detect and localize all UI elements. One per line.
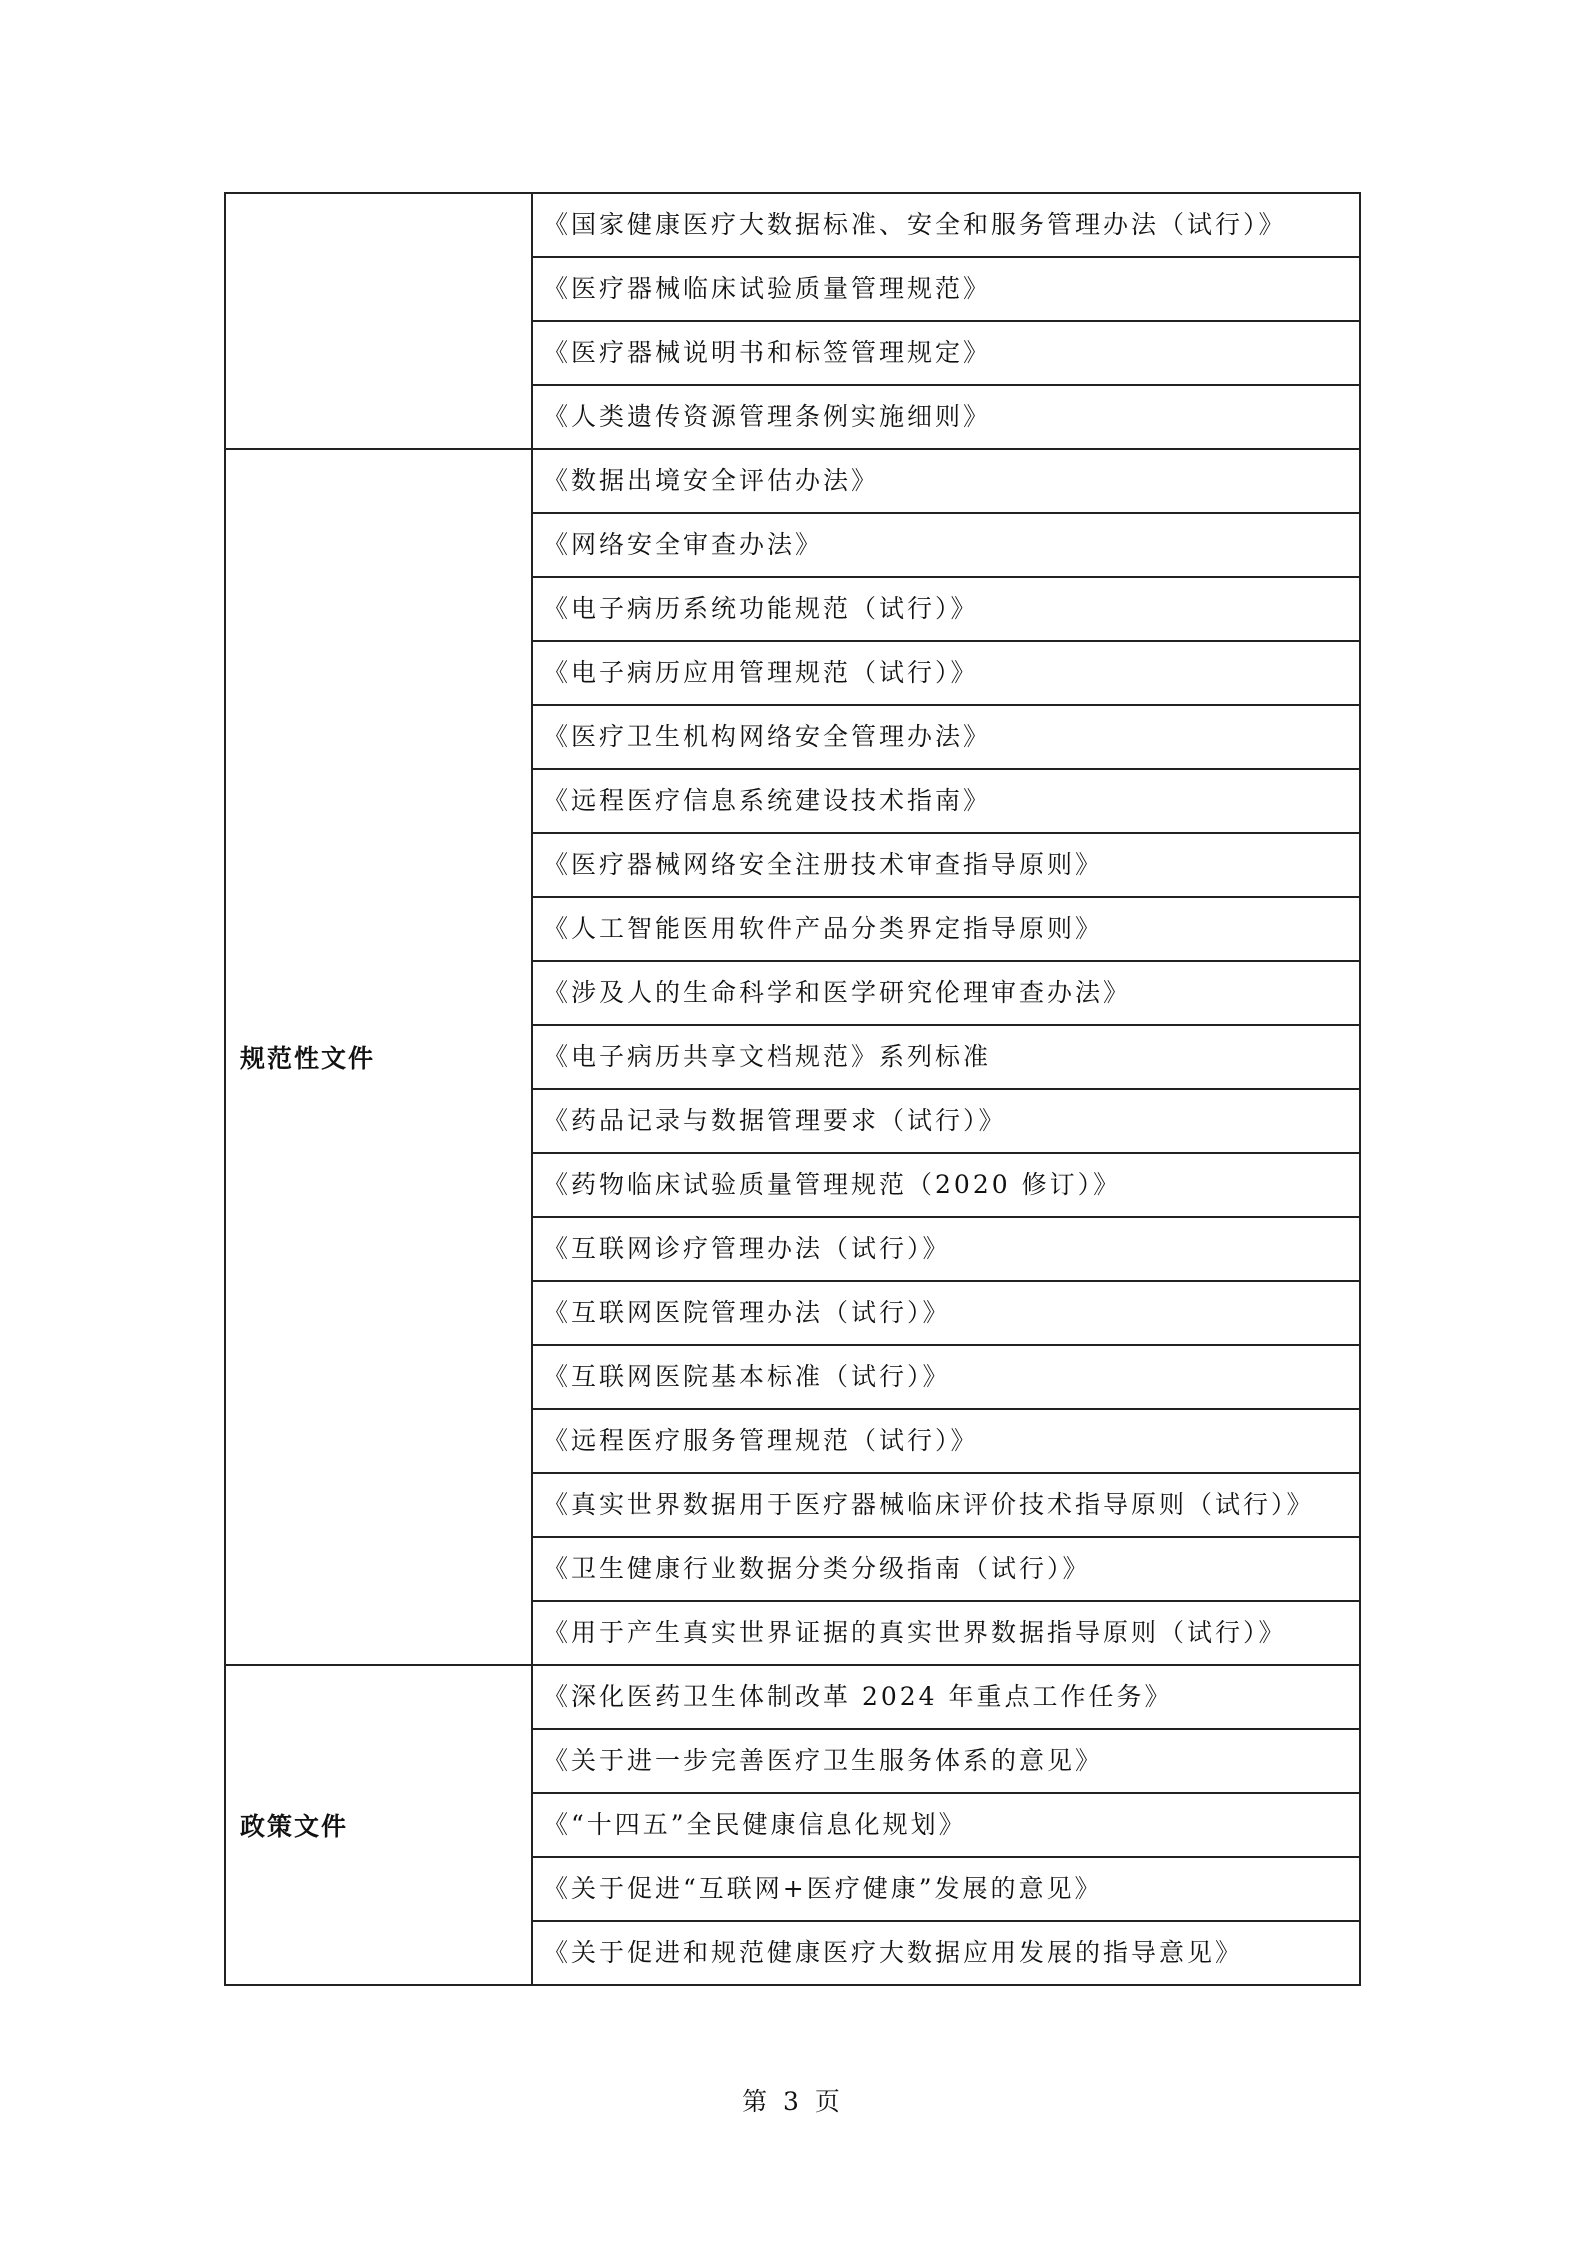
document-title-cell: 《深化医药卫生体制改革 2024 年重点工作任务》 xyxy=(532,1665,1360,1729)
document-title-cell: 《药物临床试验质量管理规范（2020 修订）》 xyxy=(532,1153,1360,1217)
document-title-cell: 《医疗器械网络安全注册技术审查指导原则》 xyxy=(532,833,1360,897)
table-row xyxy=(225,193,1360,257)
document-title-cell: 《电子病历系统功能规范（试行）》 xyxy=(532,577,1360,641)
document-title-cell: 《关于进一步完善医疗卫生服务体系的意见》 xyxy=(532,1729,1360,1793)
document-table xyxy=(224,192,1361,1986)
document-title-cell: 《数据出境安全评估办法》 xyxy=(532,449,1360,513)
document-title-cell: 《电子病历应用管理规范（试行）》 xyxy=(532,641,1360,705)
document-title-cell: 《关于促进“互联网+医疗健康”发展的意见》 xyxy=(532,1857,1360,1921)
document-title-cell: 《卫生健康行业数据分类分级指南（试行）》 xyxy=(532,1537,1360,1601)
document-title-cell: 《医疗器械说明书和标签管理规定》 xyxy=(532,321,1360,385)
document-title-cell: 《电子病历共享文档规范》系列标准 xyxy=(532,1025,1360,1089)
document-title-cell: 《互联网诊疗管理办法（试行）》 xyxy=(532,1217,1360,1281)
document-title-cell: 《网络安全审查办法》 xyxy=(532,513,1360,577)
document-title-cell: 《用于产生真实世界证据的真实世界数据指导原则（试行）》 xyxy=(532,1601,1360,1665)
document-title-cell: 《“十四五”全民健康信息化规划》 xyxy=(532,1793,1360,1857)
document-title-cell: 《真实世界数据用于医疗器械临床评价技术指导原则（试行）》 xyxy=(532,1473,1360,1537)
table-row xyxy=(225,449,1360,513)
document-title-cell: 《远程医疗服务管理规范（试行）》 xyxy=(532,1409,1360,1473)
document-title-cell: 《关于促进和规范健康医疗大数据应用发展的指导意见》 xyxy=(532,1921,1360,1985)
document-title-cell: 《人类遗传资源管理条例实施细则》 xyxy=(532,385,1360,449)
document-title-cell: 《国家健康医疗大数据标准、安全和服务管理办法（试行）》 xyxy=(532,193,1360,257)
document-title-cell: 《人工智能医用软件产品分类界定指导原则》 xyxy=(532,897,1360,961)
category-cell: 政策文件 xyxy=(225,1665,532,1985)
document-title-cell: 《涉及人的生命科学和医学研究伦理审查办法》 xyxy=(532,961,1360,1025)
document-title-cell: 《医疗器械临床试验质量管理规范》 xyxy=(532,257,1360,321)
document-title-cell: 《药品记录与数据管理要求（试行）》 xyxy=(532,1089,1360,1153)
category-cell: 规范性文件 xyxy=(225,449,532,1665)
document-title-cell: 《远程医疗信息系统建设技术指南》 xyxy=(532,769,1360,833)
table-body xyxy=(225,193,1360,1985)
document-title-cell: 《互联网医院基本标准（试行）》 xyxy=(532,1345,1360,1409)
document-title-cell: 《医疗卫生机构网络安全管理办法》 xyxy=(532,705,1360,769)
category-cell xyxy=(225,193,532,449)
page-number: 第 3 页 xyxy=(742,2087,844,2116)
table-row xyxy=(225,1665,1360,1729)
document-title-cell: 《互联网医院管理办法（试行）》 xyxy=(532,1281,1360,1345)
